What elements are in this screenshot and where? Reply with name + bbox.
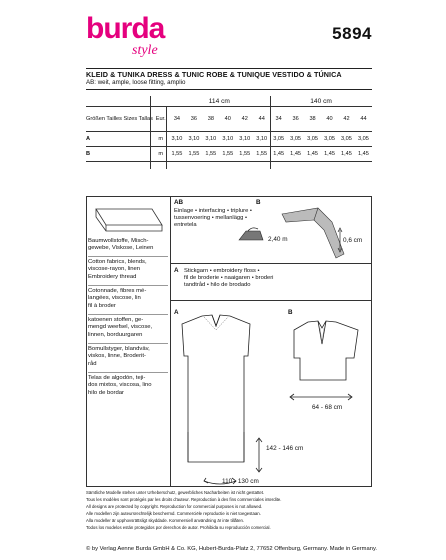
legal-line: Sämtliche Modelle stehen unter Urheberschutz, gewerbliches Nacharbeiten ist nicht gestattet.: [86, 490, 265, 495]
yardage-cell: 1,45: [321, 147, 338, 162]
unit-eur: Eur.: [153, 107, 169, 132]
yardage-cell: 3,05: [270, 132, 287, 147]
fabric-swatch-icon: [92, 203, 164, 233]
yardage-cell: 1,55: [168, 147, 185, 162]
fabric-en: Cotton fabrics, blends, viscose-rayon, linen Embroidery thread: [88, 259, 147, 280]
legal-line: All designs are protected by copyright. Reproduction for commercial purposes is not allowed.: [86, 504, 263, 509]
view-label-a: A: [174, 309, 179, 316]
size-col: 42: [236, 107, 253, 132]
yardage-cell: 3,05: [321, 132, 338, 147]
yardage-cell: 1,55: [185, 147, 202, 162]
size-col: 36: [287, 107, 304, 132]
size-col: 44: [355, 107, 372, 132]
table-divider: [166, 106, 167, 169]
tunic-b-drawing: [292, 318, 362, 386]
a-length-measure: 142 - 146 cm: [266, 445, 304, 452]
yardage-cell: 1,55: [202, 147, 219, 162]
size-col: 38: [304, 107, 321, 132]
fabric-es: Telas de algodón, teji- dos mixtos, viscosa, lino hilo de bordar: [88, 375, 152, 396]
yardage-cell: 1,45: [304, 147, 321, 162]
view-label-b: B: [288, 309, 293, 316]
tape-icon: [278, 200, 348, 270]
length-arrow: [254, 436, 264, 474]
interfacing-text: Einlage • interfacing • triplure • tussenvoering • mellanlägg • entretela: [174, 208, 252, 228]
copyright-line: © by Verlag Aenne Burda GmbH & Co. KG, Hubert-Burda-Platz 2, 77652 Offenburg, Germany. Made in Germany.: [86, 546, 378, 552]
size-col: 34: [270, 107, 287, 132]
floss-text: Stickgarn • embroidery floss • fil de broderie • naaigaren • broderi tandtråd • hilo de brodado: [184, 268, 274, 288]
group-header-140: 140 cm: [270, 96, 372, 107]
legal-line: Alla modeller är upphovsrättsligt skyddade. Kommersiell användning är inte tillåten.: [86, 518, 245, 523]
column-divider: [170, 196, 171, 487]
yardage-cell: 3,10: [219, 132, 236, 147]
tape-width: 0,6 cm: [343, 237, 363, 244]
size-col: 40: [219, 107, 236, 132]
header-rule: [86, 68, 372, 69]
size-col: 42: [338, 107, 355, 132]
width-arrow: [286, 392, 356, 402]
pattern-number: 5894: [332, 24, 372, 43]
yardage-cell: 3,05: [338, 132, 355, 147]
yardage-cell: 1,45: [287, 147, 304, 162]
yardage-cell: 3,05: [355, 132, 372, 147]
yardage-cell: 3,10: [202, 132, 219, 147]
yardage-cell: 3,10: [185, 132, 202, 147]
b-width-measure: 64 - 68 cm: [312, 404, 343, 411]
size-col: 34: [168, 107, 185, 132]
row-label-a: A: [86, 132, 153, 147]
notion-label-ab: AB: [174, 199, 184, 206]
yardage-cell: 3,10: [236, 132, 253, 147]
table-divider: [150, 96, 151, 169]
logo-subword: style: [132, 43, 158, 58]
yardage-cell: 1,55: [236, 147, 253, 162]
notion-label-a: A: [174, 267, 179, 274]
logo-wordmark: burda: [86, 12, 165, 45]
a-hem-measure: 110 - 130 cm: [222, 478, 259, 485]
yardage-cell: 1,55: [219, 147, 236, 162]
yardage-cell: 3,10: [168, 132, 185, 147]
size-col: 38: [202, 107, 219, 132]
fabric-fr: Cotonnade, fibres mé- langées, viscose, lin fil à broder: [88, 288, 147, 309]
unit-m: m: [153, 132, 169, 147]
fabric-de: Baumwollstoffe, Misch- gewebe, Viskose, Leinen: [88, 238, 154, 252]
yardage-cell: 1,55: [253, 147, 270, 162]
iron-icon: [236, 226, 266, 244]
size-table: [86, 96, 372, 162]
yardage-cell: 3,10: [253, 132, 270, 147]
dress-a-drawing: [180, 312, 260, 472]
group-header-114: 114 cm: [168, 96, 270, 107]
legal-line: Tous les modèles sont protégés par les droits d'auteur. Reproduction à des fins commerciales interdite.: [86, 497, 282, 502]
fabric-sv: Bomullstyger, blandväv, viskos, linne, Broderit- råd: [88, 346, 150, 367]
interfacing-length: 2,40 m: [268, 236, 288, 243]
yardage-cell: 3,05: [287, 132, 304, 147]
fabric-nl: katoenen stoffen, ge- mengd weefsel, viscose, linnen, borduurgaren: [88, 317, 153, 338]
notion-label-b: B: [256, 199, 261, 206]
yardage-cell: 1,45: [270, 147, 287, 162]
size-col: 40: [321, 107, 338, 132]
unit-m: m: [153, 147, 169, 162]
burda-style-logo: [86, 14, 172, 64]
row-label-b: B: [86, 147, 153, 162]
size-col: 36: [185, 107, 202, 132]
pattern-title: KLEID & TUNIKA DRESS & TUNIC ROBE & TUNIQUE VESTIDO & TÚNICA: [86, 70, 342, 79]
table-divider: [270, 96, 271, 169]
yardage-cell: 3,05: [304, 132, 321, 147]
pattern-subtitle: AB: weit, ample, loose fitting, amplio: [86, 79, 186, 86]
yardage-cell: 1,45: [355, 147, 372, 162]
legal-line: Alle modellen zijn auteursrechtelijk beschermd. Commerciële reproductie is niet toegestaan.: [86, 511, 261, 516]
title-rule: [86, 89, 372, 90]
yardage-cell: 1,45: [338, 147, 355, 162]
size-header-label: Größen Tailles Sizes Tallas: [86, 107, 153, 132]
size-col: 44: [253, 107, 270, 132]
legal-line: Todos los modelos están protegidos por derechos de autor. Prohibida su reproducción comercial.: [86, 525, 271, 530]
